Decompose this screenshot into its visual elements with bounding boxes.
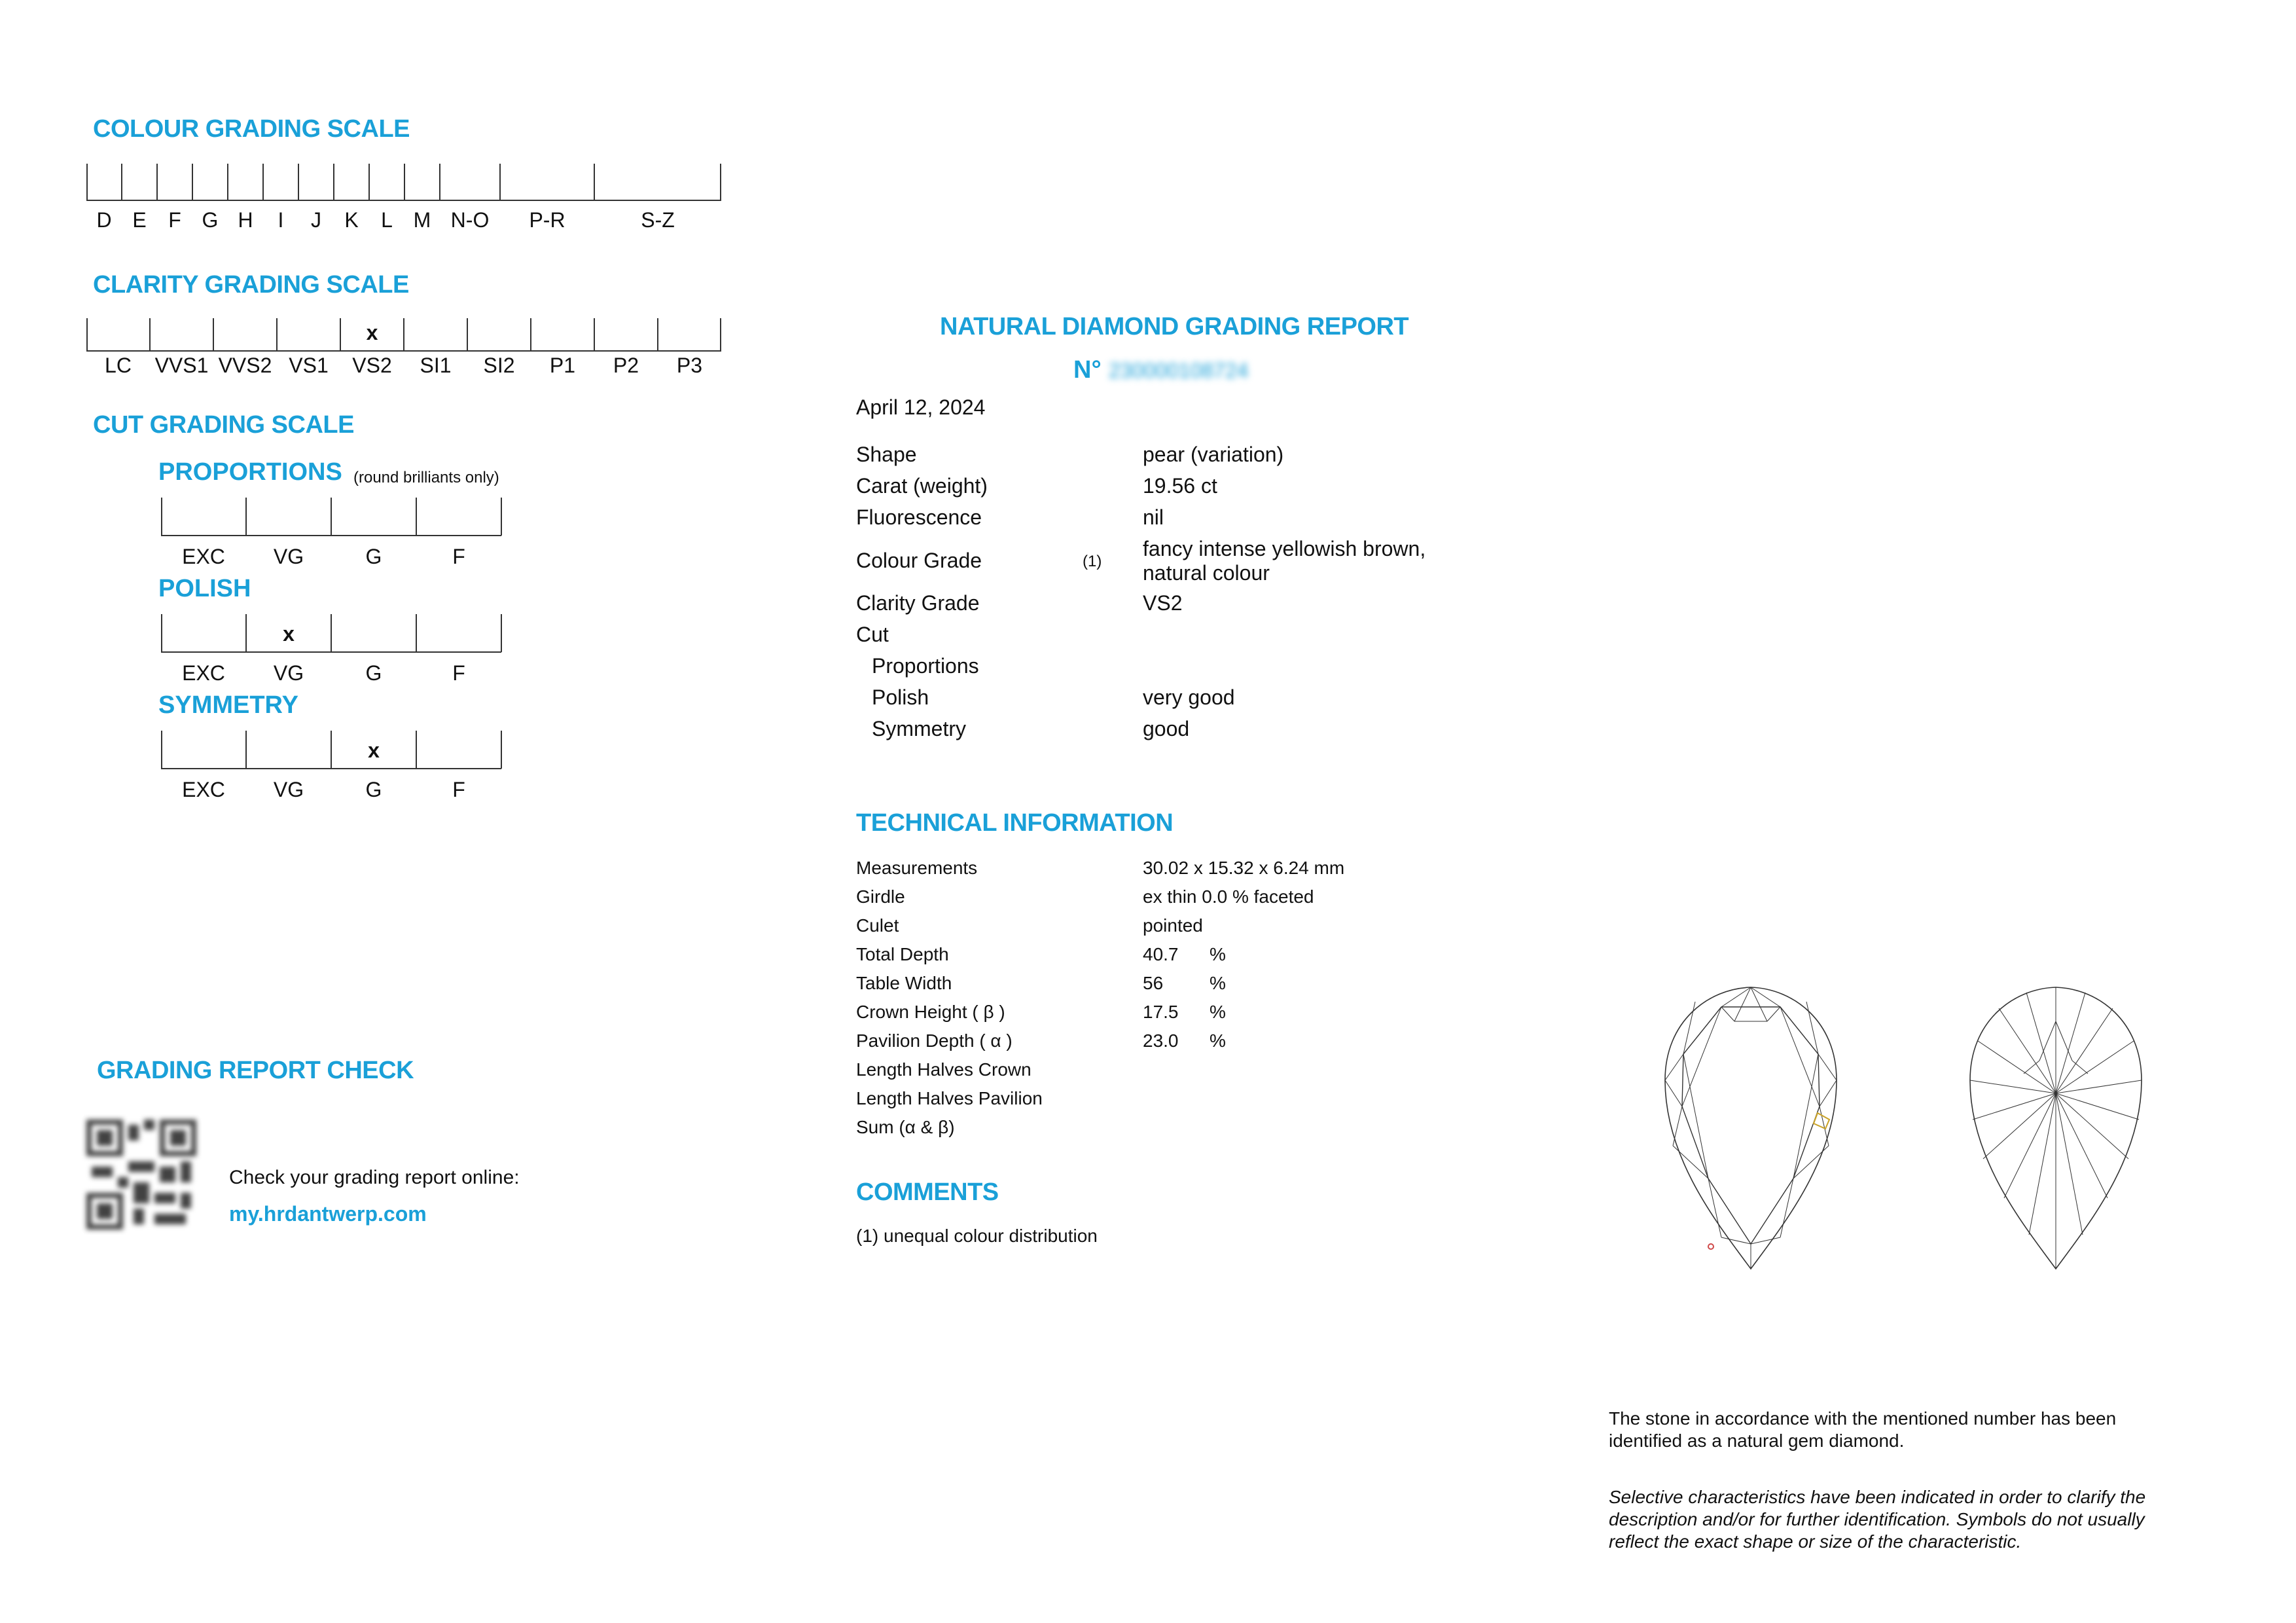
clarity-scale-title: CLARITY GRADING SCALE [93, 271, 409, 299]
report-row-value: fancy intense yellowish brown, [1143, 537, 1426, 560]
technical-row-unit: % [1210, 973, 1226, 993]
report-row-value-line2: natural colour [1143, 561, 1270, 585]
report-title: NATURAL DIAMOND GRADING REPORT [940, 313, 1409, 340]
comments-title: COMMENTS [856, 1178, 999, 1206]
clarity-scale-labels [86, 354, 721, 380]
colour-scale [86, 164, 721, 203]
clarity-grade-mark: x [366, 321, 378, 344]
clarity-grade-label: P3 [676, 354, 703, 377]
report-row-label: Proportions [872, 654, 979, 678]
colour-grade-label: M [413, 208, 431, 232]
clarity-grade-label: SI2 [483, 354, 515, 377]
cut-scale-title: CUT GRADING SCALE [93, 411, 354, 439]
technical-row-label: Length Halves Pavilion [856, 1088, 1043, 1108]
proportions-grade-label: VG [273, 545, 304, 568]
report-row-value: pear (variation) [1143, 443, 1284, 466]
technical-row-label: Sum (α & β) [856, 1117, 955, 1137]
polish-grade-label: F [452, 661, 465, 685]
comments-text: (1) unequal colour distribution [856, 1226, 1098, 1246]
clarity-grade-label: VVS1 [154, 354, 209, 377]
symmetry-grade-label: VG [273, 778, 304, 801]
clarity-scale-lines [86, 318, 721, 352]
polish-grade-mark: x [283, 622, 295, 646]
report-row-note: (1) [1083, 553, 1102, 570]
technical-title: TECHNICAL INFORMATION [856, 809, 1174, 837]
clarity-scale [86, 318, 721, 352]
technical-row-value: 23.0 [1143, 1030, 1179, 1051]
polish-grade-label: G [365, 661, 382, 685]
report-number-prefix: N° [1073, 356, 1102, 384]
technical-row-label: Culet [856, 915, 899, 936]
clarity-grade-label: VVS2 [218, 354, 272, 377]
symmetry-scale [161, 731, 501, 801]
symmetry-grade-mark: x [368, 739, 380, 762]
colour-grade-label: P-R [529, 208, 565, 232]
symmetry-scale-lines [161, 731, 503, 770]
pear-crown-diagram-icon [1656, 982, 1846, 1277]
technical-row-label: Measurements [856, 858, 978, 878]
report-row-label: Cut [856, 623, 889, 646]
report-row-value: VS2 [1143, 591, 1183, 615]
clarity-grade-label: VS2 [352, 354, 392, 377]
proportions-title: PROPORTIONS [158, 458, 342, 486]
colour-grade-label: N-O [450, 208, 490, 232]
colour-grade-label: J [311, 208, 321, 232]
colour-scale-title: COLOUR GRADING SCALE [93, 115, 410, 143]
disclaimer-text: Selective characteristics have been indicated in order to clarify the description and/or for further identification. Symbols do not usually reflect the exact shape or size of the characteristic. [1609, 1487, 2146, 1552]
report-row-label: Clarity Grade [856, 591, 980, 615]
report-row-label: Fluorescence [856, 505, 982, 529]
clarity-grade-label: VS1 [289, 354, 329, 377]
colour-grade-label: E [132, 208, 147, 232]
colour-grade-label: I [278, 208, 284, 232]
report-details [856, 443, 1511, 757]
technical-row-label: Crown Height ( β ) [856, 1002, 1005, 1022]
report-row-value: very good [1143, 685, 1235, 709]
symmetry-grade-label: EXC [182, 778, 225, 801]
pear-pavilion-diagram-icon [1961, 982, 2151, 1277]
technical-details [856, 858, 1445, 1159]
report-row-label: Carat (weight) [856, 474, 988, 498]
report-row-value: nil [1143, 505, 1164, 529]
colour-scale-lines [86, 164, 721, 203]
proportions-scale-lines [161, 498, 503, 537]
technical-row-label: Girdle [856, 886, 905, 907]
proportions-scale [161, 498, 501, 568]
identification-text: The stone in accordance with the mentioned number has been identified as a natural gem diamond. [1609, 1408, 2117, 1451]
technical-row-label: Total Depth [856, 944, 949, 964]
report-row-value: good [1143, 717, 1190, 740]
qr-code-icon[interactable] [86, 1120, 196, 1230]
proportions-grade-label: EXC [182, 545, 225, 568]
technical-row-unit: % [1210, 1030, 1226, 1051]
clarity-grade-label: SI1 [420, 354, 452, 377]
report-row-label: Polish [872, 685, 929, 709]
technical-row-label: Pavilion Depth ( α ) [856, 1030, 1013, 1051]
proportions-note: (round brilliants only) [353, 469, 499, 486]
technical-row-value: 30.02 x 15.32 x 6.24 mm [1143, 858, 1345, 878]
colour-grade-label: G [202, 208, 219, 232]
polish-scale-lines [161, 614, 503, 653]
polish-grade-label: VG [273, 661, 304, 685]
polish-title: POLISH [158, 575, 251, 602]
colour-grade-label: H [238, 208, 253, 232]
technical-row-label: Table Width [856, 973, 952, 993]
clarity-grade-label: LC [105, 354, 132, 377]
polish-scale [161, 614, 501, 685]
colour-scale-labels [86, 208, 721, 234]
technical-row-value: pointed [1143, 915, 1203, 936]
technical-row-value: ex thin 0.0 % faceted [1143, 886, 1314, 907]
proportions-grade-label: G [365, 545, 382, 568]
symmetry-title: SYMMETRY [158, 691, 298, 719]
report-number: 230000108724 [1109, 359, 1249, 382]
report-check-link[interactable]: my.hrdantwerp.com [229, 1202, 427, 1226]
symmetry-grade-label: G [365, 778, 382, 801]
report-row-label: Colour Grade [856, 549, 982, 572]
report-row-label: Symmetry [872, 717, 966, 740]
colour-grade-label: S-Z [641, 208, 675, 232]
clarity-grade-label: P1 [549, 354, 576, 377]
colour-grade-label: F [168, 208, 181, 232]
technical-row-value: 40.7 [1143, 944, 1179, 964]
report-row-label: Shape [856, 443, 917, 466]
clarity-grade-label: P2 [613, 354, 639, 377]
polish-grade-label: EXC [182, 661, 225, 685]
technical-row-label: Length Halves Crown [856, 1059, 1031, 1080]
technical-row-unit: % [1210, 1002, 1226, 1022]
technical-row-value: 17.5 [1143, 1002, 1179, 1022]
report-check-text: Check your grading report online: [229, 1167, 520, 1188]
symmetry-grade-label: F [452, 778, 465, 801]
report-row-value: 19.56 ct [1143, 474, 1217, 498]
colour-grade-label: D [96, 208, 112, 232]
report-date: April 12, 2024 [856, 395, 986, 419]
colour-grade-label: L [381, 208, 393, 232]
technical-row-unit: % [1210, 944, 1226, 964]
report-check-title: GRADING REPORT CHECK [97, 1057, 414, 1084]
technical-row-value: 56 [1143, 973, 1164, 993]
colour-grade-label: K [344, 208, 359, 232]
proportions-grade-label: F [452, 545, 465, 568]
